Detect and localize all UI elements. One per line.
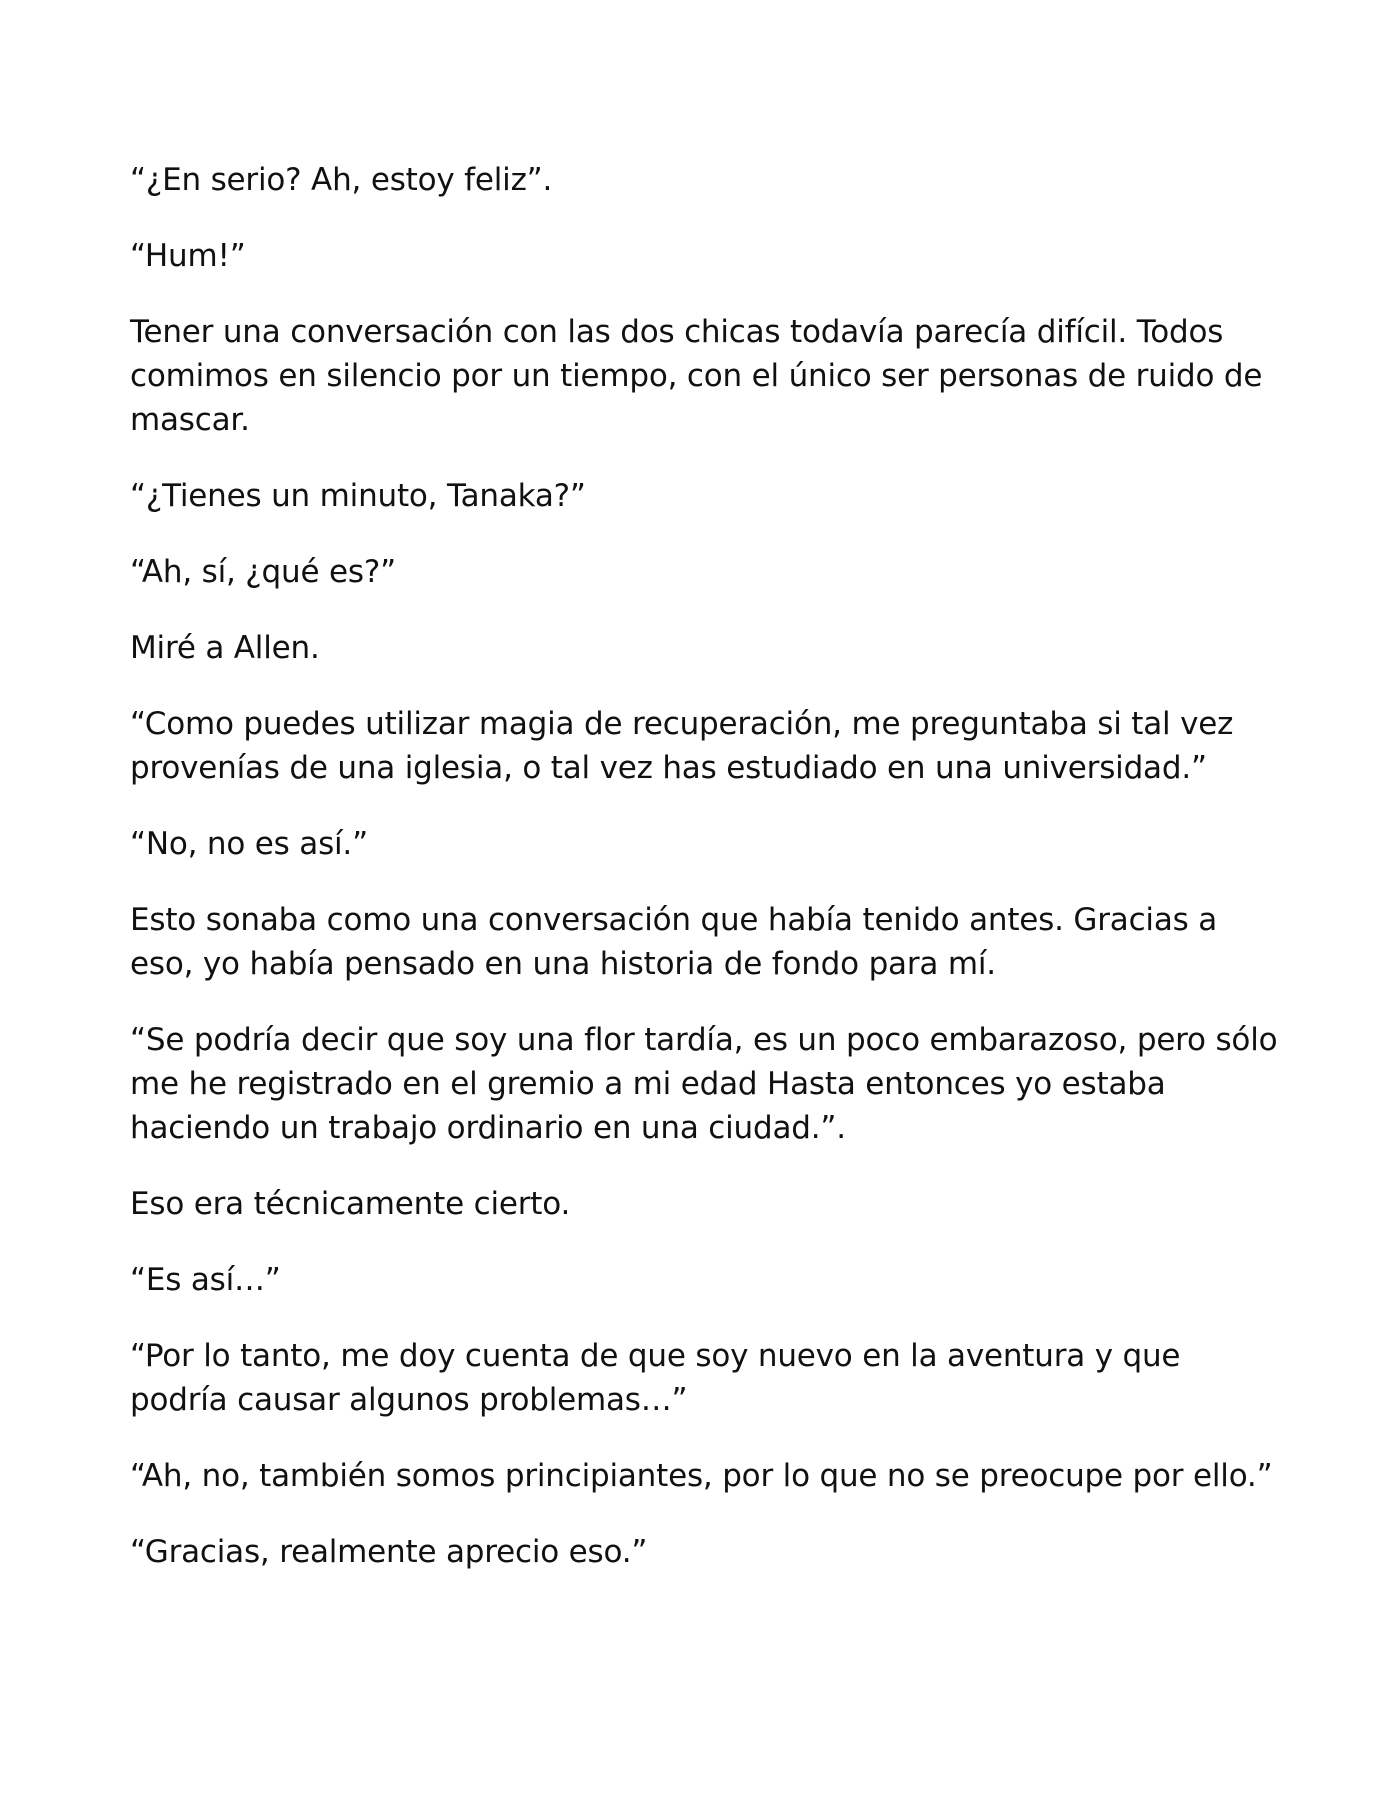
paragraph: “Hum!” — [130, 238, 246, 274]
paragraph: “¿Tienes un minuto, Tanaka?” — [130, 478, 586, 514]
paragraph: “Es así…” — [130, 1262, 281, 1298]
paragraph: “Por lo tanto, me doy cuenta de que soy nuevo en la aventura y que podría causar algunos problemas…” — [130, 1338, 1181, 1418]
paragraph: “No, no es así.” — [130, 826, 368, 862]
paragraph: “Como puedes utilizar magia de recuperación, me preguntaba si tal vez provenías de una iglesia, o tal vez has estudiado en una universidad.” — [130, 706, 1234, 786]
paragraph: Tener una conversación con las dos chicas todavía parecía difícil. Todos comimos en silencio por un tiempo, con el único ser personas de ruido de mascar. — [130, 314, 1263, 438]
paragraph: “Ah, sí, ¿qué es?” — [130, 554, 396, 590]
paragraph: “Ah, no, también somos principiantes, por lo que no se preocupe por ello.” — [130, 1458, 1273, 1494]
paragraph: “Se podría decir que soy una flor tardía, es un poco embarazoso, pero sólo me he registrado en el gremio a mi edad Hasta entonces yo estaba haciendo un trabajo ordinario en una ciudad.”. — [130, 1022, 1278, 1146]
paragraph: Miré a Allen. — [130, 630, 320, 666]
page-body — [130, 158, 1280, 1606]
paragraph: “Gracias, realmente aprecio eso.” — [130, 1534, 648, 1570]
paragraph: “¿En serio? Ah, estoy feliz”. — [130, 162, 553, 198]
paragraph: Esto sonaba como una conversación que había tenido antes. Gracias a eso, yo había pensado en una historia de fondo para mí. — [130, 902, 1218, 982]
paragraph: Eso era técnicamente cierto. — [130, 1186, 571, 1222]
